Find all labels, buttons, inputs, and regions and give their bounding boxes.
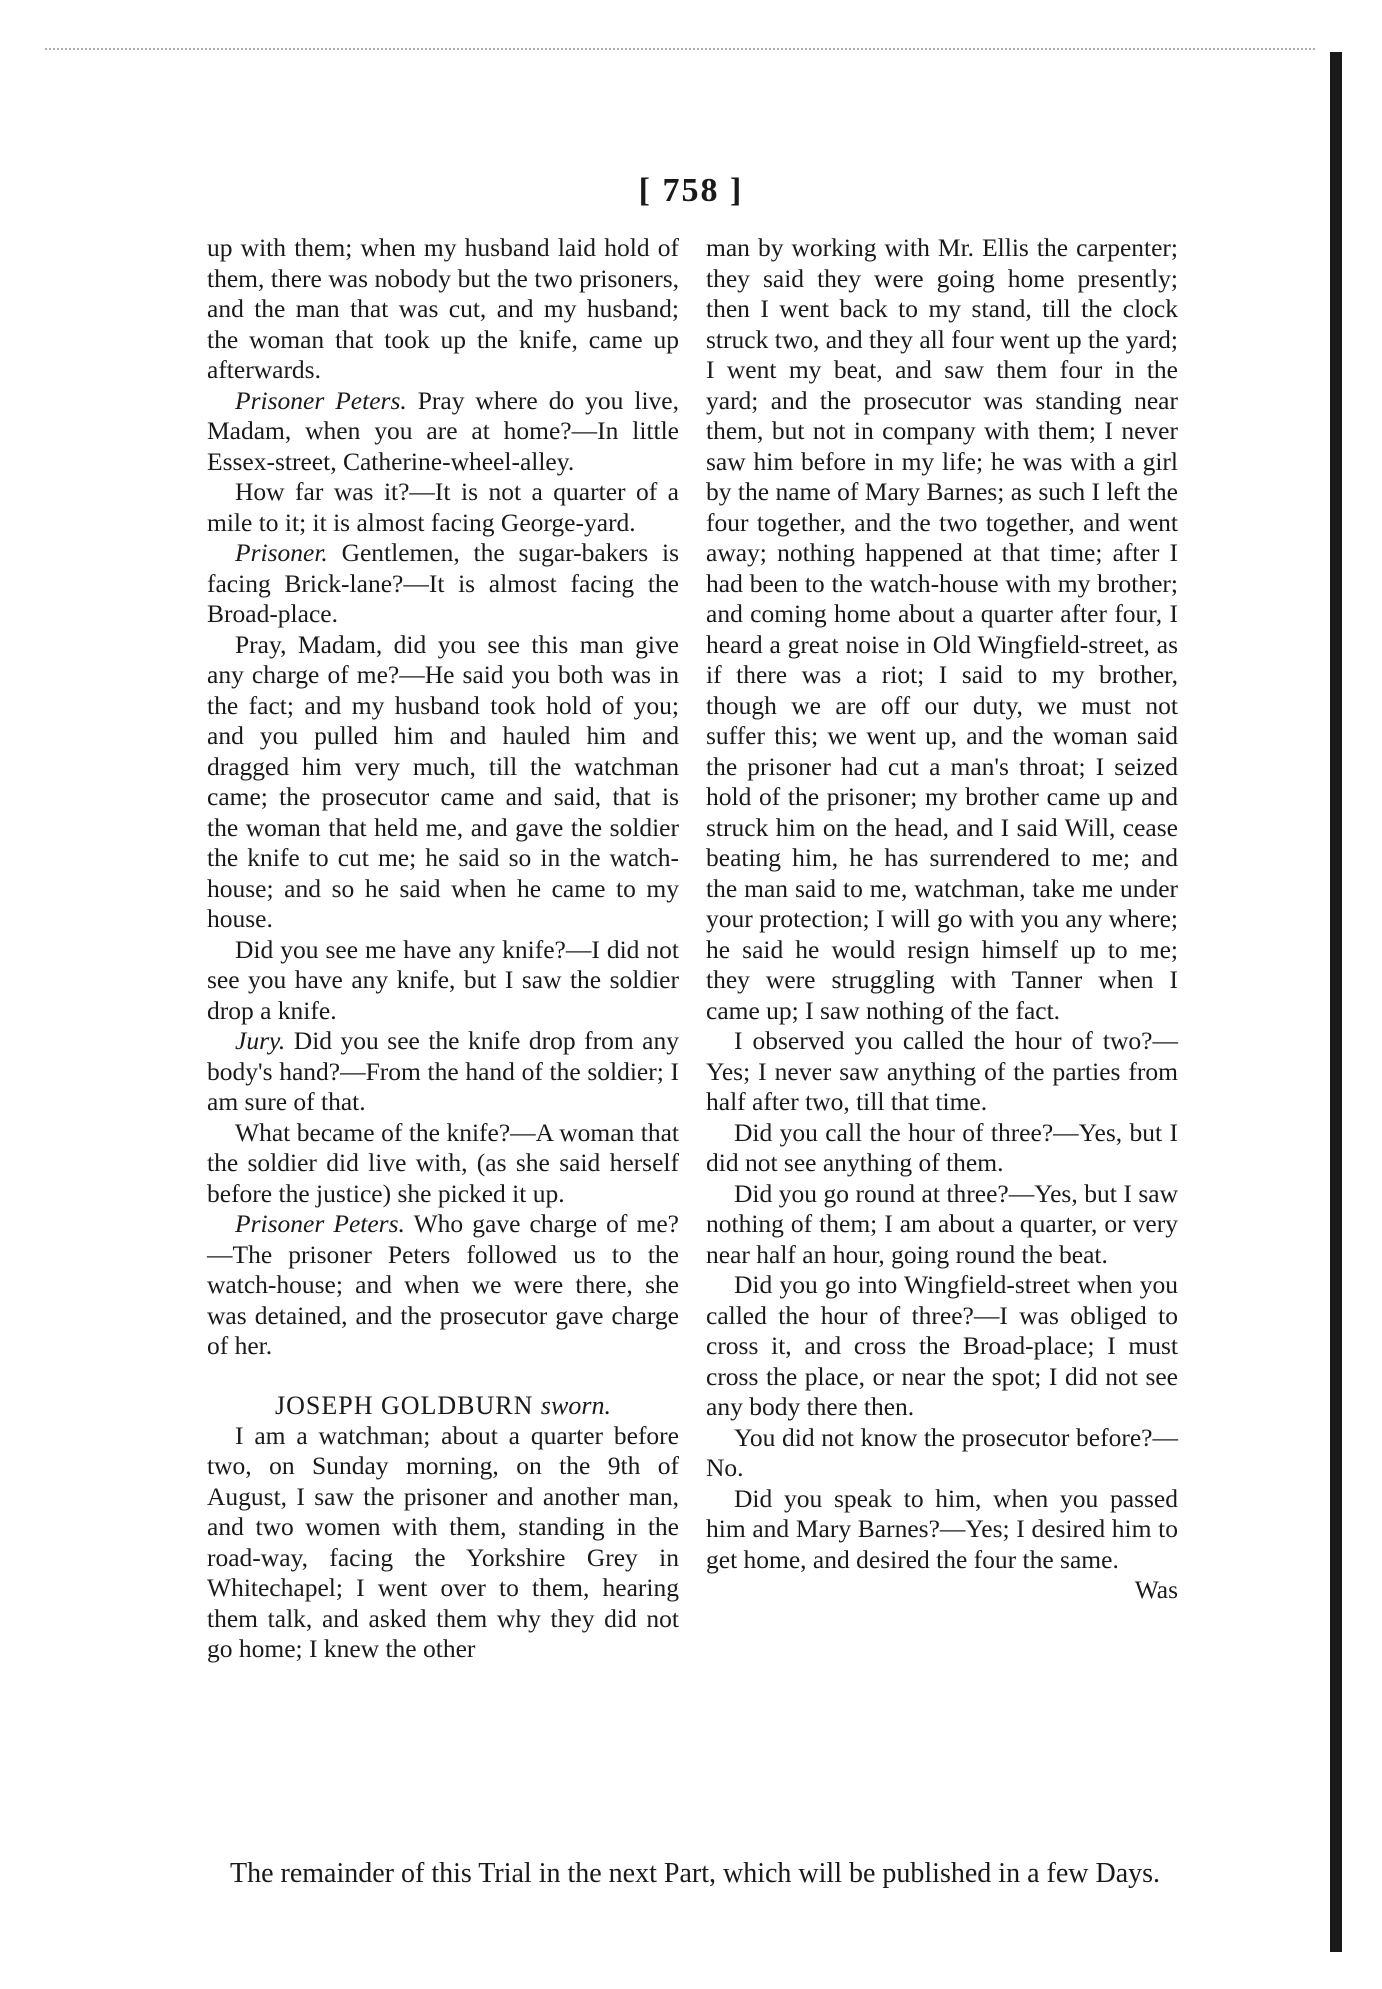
right-column (706, 233, 1178, 1606)
paragraph-text: Did you speak to him, when you passed him and Mary Barnes?—Yes; I desired him to get home, and desired the four the same. (706, 1483, 1178, 1574)
paragraph (706, 1179, 1178, 1271)
paragraph-text: Gentlemen, the sugar-bakers is facing Brick-lane?—It is almost facing the Broad-place. (207, 538, 679, 628)
catchword: Was (1134, 1575, 1178, 1604)
paragraph (706, 1026, 1178, 1118)
paragraph (207, 538, 679, 630)
paragraph-text: Pray, Madam, did you see this man give any charge of me?—He said you both was in the fact; and my husband took hold of you; and you pulled him and hauled him and dragged him very much, till the watchman came; the prosecutor came and said, that is the woman that held me, and gave the soldier the knife to cut me; he said so in the watch-house; and so he said when he came to my house. (207, 629, 679, 933)
witness-name: JOSEPH GOLDBURN (275, 1390, 534, 1420)
paragraph (207, 935, 679, 1027)
continuation-notice: The remainder of this Trial in the next Part, which will be published in a few Days. (229, 1858, 1161, 1889)
paragraph (706, 1270, 1178, 1423)
paragraph (207, 386, 679, 478)
speaker-label: Prisoner. (235, 538, 328, 567)
paragraph-text: I am a watchman; about a quarter before two, on Sunday morning, on the 9th of August, I saw the prisoner and another man, and two women with them, standing in the road-way, facing the Yorkshire Grey in Whitechapel; I went over to them, hearing them talk, and asked them why they did not go home; I knew the other (207, 1420, 679, 1663)
paragraph-text: Who gave charge of me?—The prisoner Peters followed us to the watch-house; and when we were there, she was detained, and the prosecutor gave charge of her. (207, 1209, 679, 1360)
paragraph (207, 1421, 679, 1665)
paragraph-text: Did you go into Wingfield-street when you called the hour of three?—I was obliged to cross it, and cross the Broad-place; I must cross the place, or near the spot; I did not see any body there then. (706, 1270, 1178, 1421)
paragraph-text: Pray where do you live, Madam, when you are at home?—In little Essex-street, Catherine-wheel-alley. (207, 385, 679, 476)
paragraph-text: Did you go round at three?—Yes, but I saw nothing of them; I am about a quarter, or very near half an hour, going round the beat. (706, 1178, 1178, 1269)
speaker-label: Jury. (235, 1026, 286, 1055)
left-column-testimony (207, 1421, 679, 1665)
paragraph (207, 630, 679, 935)
paragraph-text: What became of the knife?—A woman that the soldier did live with, (as she said herself before the justice) she picked it up. (207, 1117, 679, 1208)
paragraph (207, 477, 679, 538)
right-column-paragraphs (706, 233, 1178, 1575)
paragraph (706, 233, 1178, 1026)
page-number: [ 758 ] (638, 172, 744, 209)
paragraph-text: up with them; when my husband laid hold of them, there was nobody but the two prisoners, and the man that was cut, and my husband; the woman that took up the knife, came up afterwards. (207, 233, 679, 384)
paragraph (706, 1118, 1178, 1179)
left-column (207, 233, 679, 1665)
paragraph-text: Did you see me have any knife?—I did not see you have any knife, but I saw the soldier drop a knife. (207, 934, 679, 1025)
page-edge-speckle (45, 48, 1315, 54)
paragraph-text: How far was it?—It is not a quarter of a mile to it; it is almost facing George-yard. (207, 477, 679, 537)
paragraph-text: I observed you called the hour of two?—Yes; I never saw anything of the parties from half after two, till that time. (706, 1026, 1178, 1116)
paragraph (706, 1484, 1178, 1576)
witness-heading (207, 1390, 679, 1421)
speaker-label: Prisoner Peters. (235, 1209, 405, 1238)
paragraph (207, 1209, 679, 1362)
paragraph (207, 233, 679, 386)
speaker-label: Prisoner Peters. (235, 385, 407, 415)
binding-edge-rule (1330, 52, 1342, 1952)
paragraph-text: You did not know the prosecutor before?—No. (706, 1422, 1178, 1482)
paragraph-text: Did you see the knife drop from any body's hand?—From the hand of the soldier; I am sure of that. (207, 1026, 679, 1116)
left-column-paragraphs (207, 233, 679, 1362)
paragraph (706, 1423, 1178, 1484)
paragraph-text: Did you call the hour of three?—Yes, but I did not see anything of them. (706, 1117, 1178, 1177)
witness-sworn: sworn. (540, 1390, 611, 1420)
paragraph-text: man by working with Mr. Ellis the carpenter; they said they were going home presently; then I went back to my stand, till the clock struck two, and they all four went up the yard; I went my beat, and saw them four in the yard; and the prosecutor was standing near them, but not in company with them; I never saw him before in my life; he was with a girl by the name of Mary Barnes; as such I left the four together, and the two together, and went away; nothing happened at that time; after I had been to the watch-house with my brother; and coming home about a quarter after four, I heard a great noise in Old Wingfield-street, as if there was a riot; I said to my brother, though we are off our duty, we must not suffer this; we went up, and the woman said the prisoner had cut a man's throat; I seized hold of the prisoner; my brother came up and struck him on the head, and I said Will, cease beating him, he has surrendered to me; and the man said to me, watchman, take me under your protection; I will go with you any where; he said he would resign himself up to me; they were struggling with Tanner when I came up; I saw nothing of the fact. (706, 233, 1178, 1025)
paragraph (207, 1026, 679, 1118)
paragraph (207, 1118, 679, 1210)
